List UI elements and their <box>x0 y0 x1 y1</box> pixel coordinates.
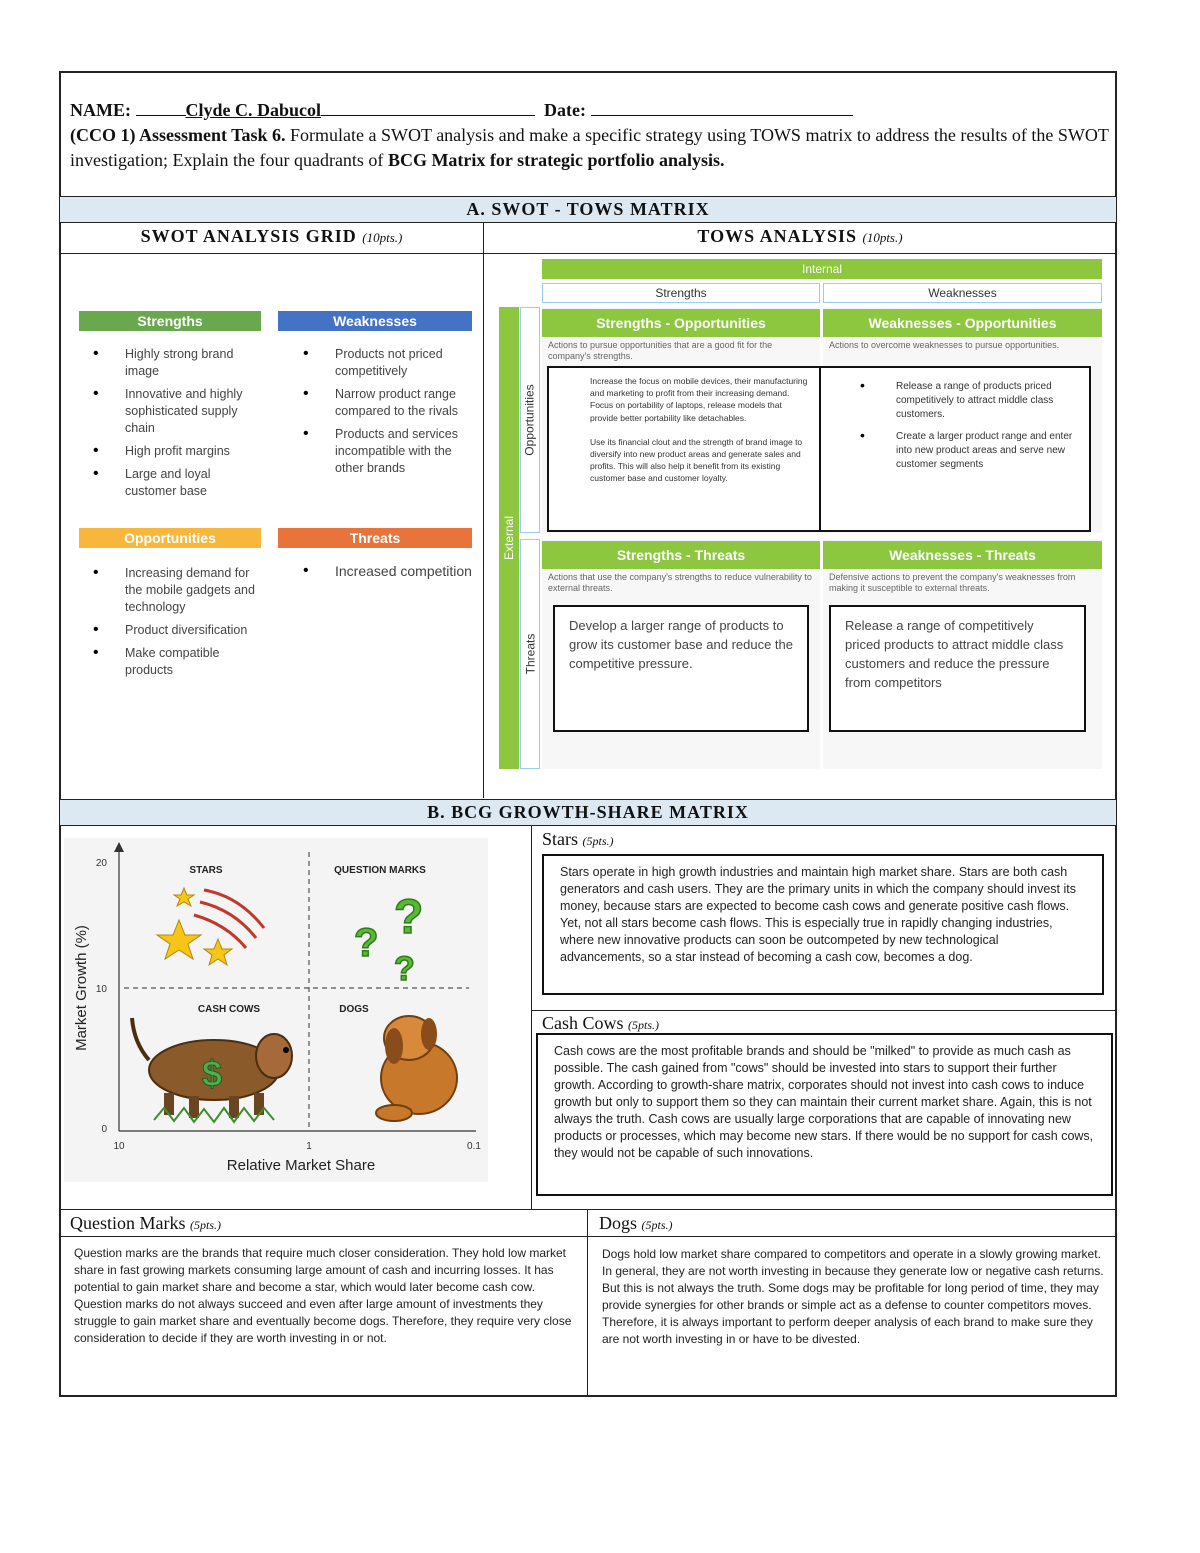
so-description: Actions to pursue opportunities that are a good fit for the company's strengths. <box>548 340 773 361</box>
y-tick-label: 20 <box>95 858 107 869</box>
cash-cows-text: Cash cows are the most profitable brands and should be "milked" to provide as much cash as possible. The cash gained from "cows" should be invested into stars to support their further growth. According to growth-share matrix, corporates should not invest into cash cows to induce growth but only to support them so they can maintain their current market share. Again, this is not always the truth. Cash cows are usually large corporations that are capable of innovating new products or processes, which may become new stars. If there would be no support for cash cows, they would not be capable of such innovations. <box>554 1044 1094 1160</box>
wt-strategy-box: Release a range of competitively priced products to attract middle class customers and reduce the pressure from competitors <box>829 605 1086 732</box>
wo-header: Weaknesses - Opportunities <box>823 309 1102 337</box>
strengths-header: Strengths <box>79 311 261 331</box>
stars-heading: Stars (5pts.) <box>542 829 614 849</box>
cash-cows-text-box <box>536 1033 1113 1196</box>
weaknesses-header: Weaknesses <box>278 311 472 331</box>
list-item: • Highly strong brand image <box>85 346 265 380</box>
list-item: • Large and loyal customer base <box>85 466 265 500</box>
list-item: • Innovative and highly sophisticated supply chain <box>85 386 265 437</box>
list-item: • Products and services incompatible with the other brands <box>295 426 475 477</box>
y-axis-label: Market Growth (%) <box>73 925 90 1051</box>
task-description: (CCO 1) Assessment Task 6. Formulate a SWOT analysis and make a specific strategy using TOWS matrix to address the results of the SWOT investigation; Explain the four quadrants of BCG Matrix for strategic portfolio analysis. <box>70 125 1109 170</box>
svg-text:?: ? <box>394 891 424 944</box>
swot-grid-title: SWOT ANALYSIS GRID (10pts.) <box>140 226 403 246</box>
threats-list <box>295 561 475 588</box>
svg-text:$: $ <box>202 1053 223 1094</box>
section-a-title: A. SWOT - TOWS MATRIX <box>60 196 1116 223</box>
so-header: Strengths - Opportunities <box>542 309 820 337</box>
stars-text: Stars operate in high growth industries and maintain high market share. Stars are both cash generators and cash users. They are the primary units in which the company should invest its money, because stars are expected to become cash cows and generate positive cash flows. Yet, not all stars become cash flows. This is especially true in rapidly changing industries, where new innovative products can soon be outcompeted by new technological advancements, so a star instead of becoming a cash cow, becomes a dog. <box>560 865 1077 964</box>
tows-title: TOWS ANALYSIS (10pts.) <box>697 226 903 246</box>
wo-strategy-list <box>856 377 1076 472</box>
x-tick-label: 1 <box>306 1141 312 1152</box>
strengths-list <box>85 346 265 506</box>
header-block <box>70 97 1110 173</box>
list-item: • Increased competition <box>295 561 475 582</box>
tows-internal-header: Internal <box>542 259 1102 279</box>
opportunities-list <box>85 565 265 685</box>
name-label: NAME: <box>70 100 131 120</box>
quadrant-dogs-label: DOGS <box>339 1004 369 1015</box>
so-strategy-text: Increase the focus on mobile devices, their manufacturing and marketing to profit from their increasing demand. Focus on portability of laptops, release models that provide better portability like detachables. Use its financial clout and the strength of brand image to diversify into new product areas and generate sales and profits. This will also help it benefit from its existing customer base and customer loyalty. <box>590 376 808 484</box>
dogs-heading: Dogs (5pts.) <box>599 1213 673 1233</box>
threats-header: Threats <box>278 528 472 548</box>
st-strategy-box: Develop a larger range of products to grow its customer base and reduce the competitive pressure. <box>553 605 809 732</box>
list-item: • Make compatible products <box>85 645 265 679</box>
section-b-title: B. BCG GROWTH-SHARE MATRIX <box>60 799 1116 826</box>
wt-header: Weaknesses - Threats <box>823 541 1102 569</box>
weaknesses-list <box>295 346 475 483</box>
x-tick-label: 0.1 <box>467 1141 481 1152</box>
list-item: • Product diversification <box>85 622 265 639</box>
tows-weaknesses-header: Weaknesses <box>823 283 1102 303</box>
cash-cows-heading: Cash Cows (5pts.) <box>542 1013 660 1033</box>
dogs-text: Dogs hold low market share compared to competitors and operate in a slowly growing market. In general, they are not worth investing in because they generate low or negative cash returns. But this is not always the truth. Some dogs may be profitable for long period of time, they may provide synergies for other brands or simple act as a defense to counter competitors moves. Therefore, it is always important to perform deeper analysis of each brand to make sure they are not worth investing in or have to be divested. <box>602 1247 1104 1346</box>
svg-text:?: ? <box>394 950 415 988</box>
bcg-matrix-chart <box>64 838 488 1182</box>
date-field[interactable] <box>591 97 853 116</box>
list-item: • Create a larger product range and enter into new product areas and serve new customer segments <box>860 427 1073 470</box>
y-tick-label: 0 <box>101 1124 107 1135</box>
tows-opportunities-side: Opportunities <box>520 307 540 533</box>
tows-strengths-header: Strengths <box>542 283 820 303</box>
quadrant-question-label: QUESTION MARKS <box>334 865 426 876</box>
list-item: • Narrow product range compared to the rivals <box>295 386 475 420</box>
quadrant-stars-label: STARS <box>189 865 223 876</box>
tows-threats-side: Threats <box>520 539 540 769</box>
list-item: • Release a range of products priced competitively to attract middle class customers. <box>860 377 1054 420</box>
question-marks-heading: Question Marks (5pts.) <box>70 1213 221 1233</box>
name-value: Clyde C. Dabucol <box>185 100 322 120</box>
x-axis-label: Relative Market Share <box>226 1157 376 1174</box>
list-item: • Increasing demand for the mobile gadgets and technology <box>85 565 265 616</box>
svg-text:?: ? <box>354 921 379 965</box>
st-header: Strengths - Threats <box>542 541 820 569</box>
y-tick-label: 10 <box>95 984 107 995</box>
list-item: • High profit margins <box>85 443 265 460</box>
date-label: Date: <box>544 100 586 120</box>
x-tick-label: 10 <box>113 1141 125 1152</box>
stars-text-box <box>542 854 1104 995</box>
opportunities-header: Opportunities <box>79 528 261 548</box>
quadrant-cows-label: CASH COWS <box>197 1004 261 1015</box>
tows-external-label: External <box>502 515 516 561</box>
st-description: Actions that use the company's strengths to reduce vulnerability to external threats. <box>548 572 812 593</box>
wt-description: Defensive actions to prevent the company's weaknesses from making it susceptible to external threats. <box>829 572 1076 593</box>
question-marks-text: Question marks are the brands that require much closer consideration. They hold low market share in fast growing markets consuming large amount of cash and incurring losses. It has potential to gain market share and become a star, which would later become cash cow. Question marks do not always succeed and even after large amount of investments they struggle to gain market share and eventually become dogs. Therefore, they require very close consideration to decide if they are worth investing in or not. <box>74 1246 572 1345</box>
wo-description: Actions to overcome weaknesses to pursue opportunities. <box>829 340 1060 350</box>
list-item: • Products not priced competitively <box>295 346 475 380</box>
